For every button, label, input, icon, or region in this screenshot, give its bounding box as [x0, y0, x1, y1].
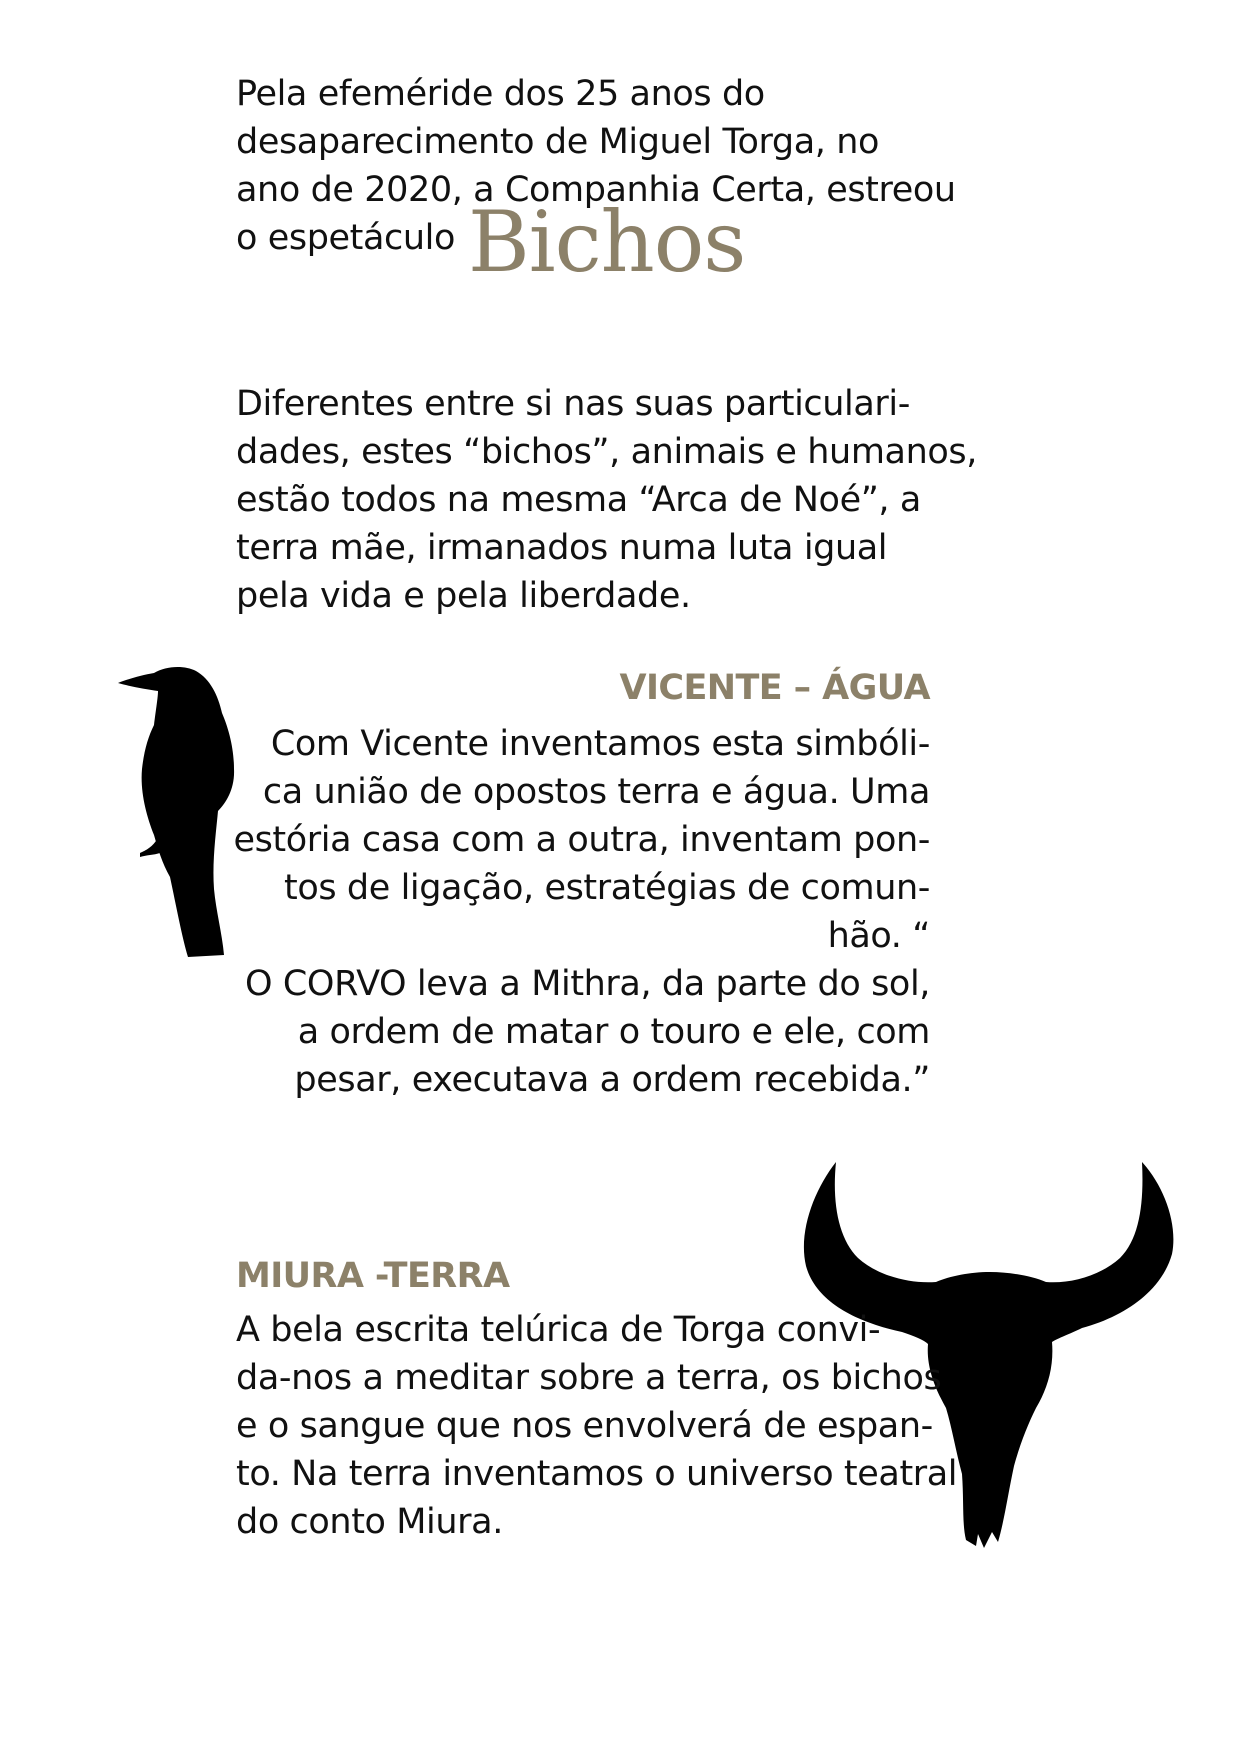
description-line: terra mãe, irmanados numa luta igual: [236, 528, 888, 568]
vicente-line: O CORVO leva a Mithra, da parte do sol,: [245, 964, 930, 1004]
miura-line: A bela escrita telúrica de Torga convi-: [236, 1310, 881, 1350]
intro-line: Pela efeméride dos 25 anos do: [236, 74, 765, 114]
miura-paragraph: [236, 1306, 956, 1546]
vicente-line: Com Vicente inventamos esta simbóli-: [270, 724, 930, 764]
intro-line: desaparecimento de Miguel Torga, no: [236, 122, 880, 162]
vicente-line: ca união de opostos terra e água. Uma: [262, 772, 930, 812]
miura-line: to. Na terra inventamos o universo teatral: [236, 1454, 958, 1494]
intro-paragraph: [236, 70, 956, 291]
miura-line: e o sangue que nos envolverá de espan-: [236, 1406, 933, 1446]
description-line: estão todos na mesma “Arca de Noé”, a: [236, 480, 921, 520]
vicente-line: a ordem de matar o touro e ele, com: [297, 1012, 930, 1052]
vicente-line: hão. “: [827, 916, 930, 956]
description-line: pela vida e pela liberdade.: [236, 576, 691, 616]
description-line: dades, estes “bichos”, animais e humanos,: [236, 432, 977, 472]
miura-heading: MIURA -TERRA: [236, 1256, 510, 1296]
vicente-line: estória casa com a outra, inventam pon-: [233, 820, 930, 860]
intro-line: ano de 2020, a Companhia Certa, estreou: [236, 170, 956, 210]
miura-line: da-nos a meditar sobre a terra, os bichos: [236, 1358, 942, 1398]
description-line: Diferentes entre si nas suas particulari-: [236, 384, 910, 424]
intro-title-line: [236, 193, 936, 291]
show-title: Bichos: [468, 193, 746, 291]
vicente-heading: VICENTE – ÁGUA: [619, 668, 930, 708]
vicente-line: pesar, executava a ordem recebida.”: [294, 1060, 930, 1100]
description-paragraph: [236, 380, 977, 620]
intro-line: o espetáculo: [236, 218, 455, 258]
vicente-line: tos de ligação, estratégias de comun-: [284, 868, 930, 908]
miura-line: do conto Miura.: [236, 1502, 503, 1542]
vicente-paragraph: [210, 720, 930, 1104]
